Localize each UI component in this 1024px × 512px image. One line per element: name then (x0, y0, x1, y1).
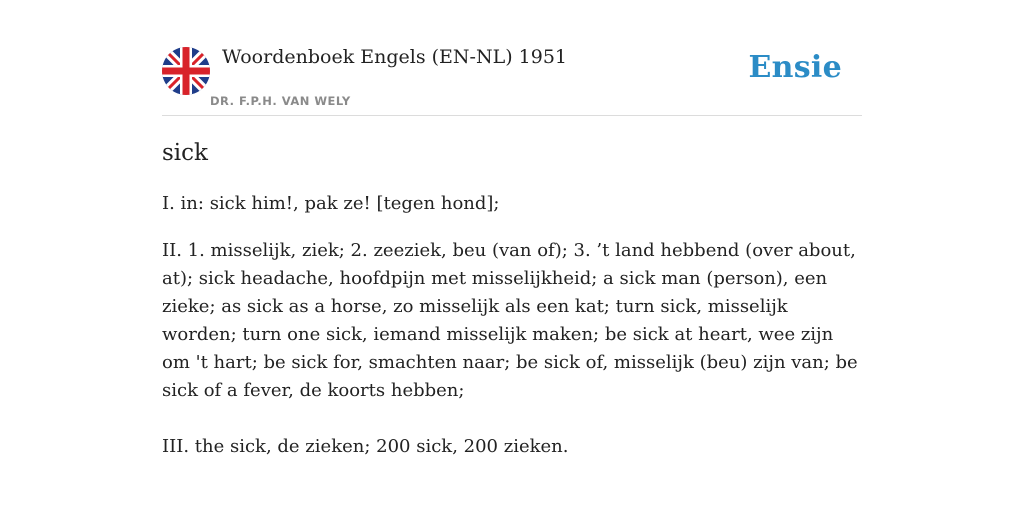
dictionary-title-link[interactable]: Woordenboek Engels (EN-NL) 1951 (222, 46, 567, 68)
dictionary-author: DR. F.P.H. VAN WELY (210, 94, 351, 108)
ensie-logo-link[interactable]: Ensie (748, 50, 842, 85)
dictionary-entry-card (162, 38, 862, 461)
sense-1: I. in: sick him!, pak ze! [tegen hond]; (162, 193, 500, 214)
entry-header (162, 38, 862, 116)
headword: sick (162, 140, 208, 166)
sense-3: III. the sick, de zieken; 200 sick, 200 zieken. (162, 436, 569, 457)
uk-flag-icon (162, 47, 210, 95)
sense-2: II. 1. misselijk, ziek; 2. zeeziek, beu (van of); 3. ’t land hebbend (over about, at); sick headache, hoofdpijn met misselijkheid; a sick man (person), een zieke; as sick as a horse, zo misselijk als een kat; turn sick, misselijk worden; turn one sick, iemand misselijk maken; be sick at heart, wee zijn om 't hart; be sick for, smachten naar; be sick of, misselijk (beu) zijn van; be sick of a fever, de koorts hebben; (162, 240, 858, 401)
